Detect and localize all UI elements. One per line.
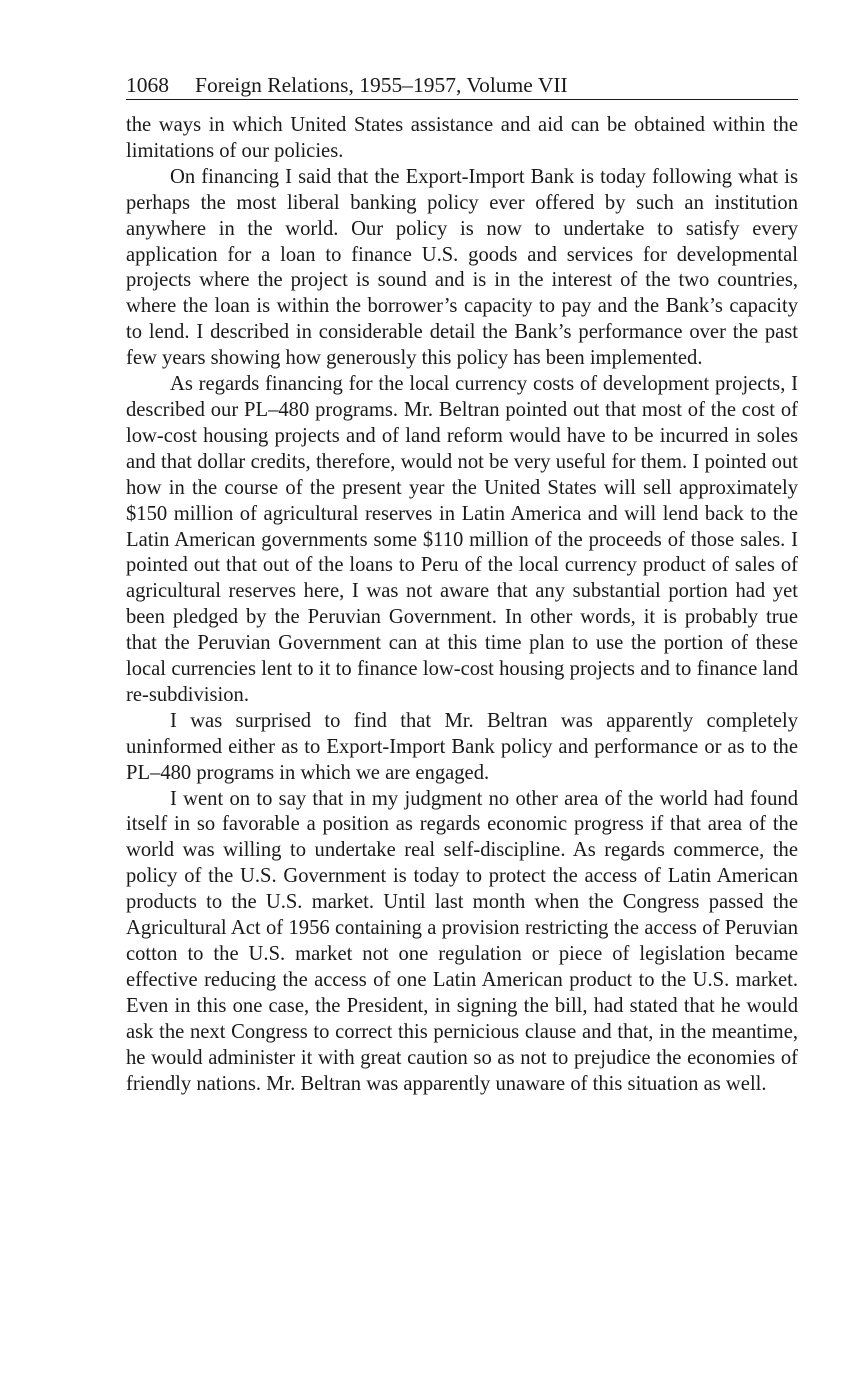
paragraph-continuation: the ways in which United States assistance and aid can be obtained within the limitations of our policies. xyxy=(126,114,798,162)
page-number: 1068 xyxy=(126,73,169,97)
document-page xyxy=(126,72,798,1097)
paragraph-surprised: I was surprised to find that Mr. Beltran was apparently completely uninformed either as to Export-Import Bank policy and performance or as to the PL–480 programs in which we are engaged. xyxy=(126,709,798,784)
paragraph-commerce: I went on to say that in my judgment no other area of the world had found itself in so favorable a position as regards economic progress if that area of the world was willing to undertake real self-discipline. As regards commerce, the policy of the U.S. Government is today to protect the access of Latin American products to the U.S. market. Until last month when the Congress passed the Agricultural Act of 1956 containing a provision restricting the access of Peruvian cotton to the U.S. market not one regulation or piece of legislation became effective reducing the access of one Latin American product to the U.S. market. Even in this one case, the President, in signing the bill, had stated that he would ask the next Congress to correct this pernicious clause and that, in the meantime, he would administer it with great caution so as not to prejudice the economies of friendly nations. Mr. Beltran was apparently unaware of this situation as well. xyxy=(126,787,798,1095)
paragraph-local-currency: As regards financing for the local currency costs of development projects, I described our PL–480 programs. Mr. Beltran pointed out that most of the cost of low-cost housing projects and of land reform would have to be incurred in soles and that dollar credits, therefore, would not be very useful for them. I pointed out how in the course of the present year the United States will sell approximately $150 million of agricultural reserves in Latin America and will lend back to the Latin American governments some $110 million of the proceeds of those sales. I pointed out that out of the loans to Peru of the local currency product of sales of agricultural reserves here, I was not aware that any substantial portion had yet been pledged by the Peruvian Government. In other words, it is probably true that the Peruvian Government can at this time plan to use the portion of these local currencies lent to it to finance low-cost housing projects and to finance land re-subdivision. xyxy=(126,373,798,706)
body-text xyxy=(126,113,798,1097)
header-title: Foreign Relations, 1955–1957, Volume VII xyxy=(195,73,568,97)
paragraph-financing: On financing I said that the Export-Import Bank is today following what is perhaps the most liberal banking policy ever offered by such an institution anywhere in the world. Our policy is now to undertake to satisfy every application for a loan to finance U.S. goods and services for developmental projects where the project is sound and is in the interest of the two countries, where the loan is within the borrower’s capacity to pay and the Bank’s capacity to lend. I described in considerable detail the Bank’s performance over the past few years showing how generously this policy has been implemented. xyxy=(126,165,798,370)
running-header xyxy=(126,72,798,100)
